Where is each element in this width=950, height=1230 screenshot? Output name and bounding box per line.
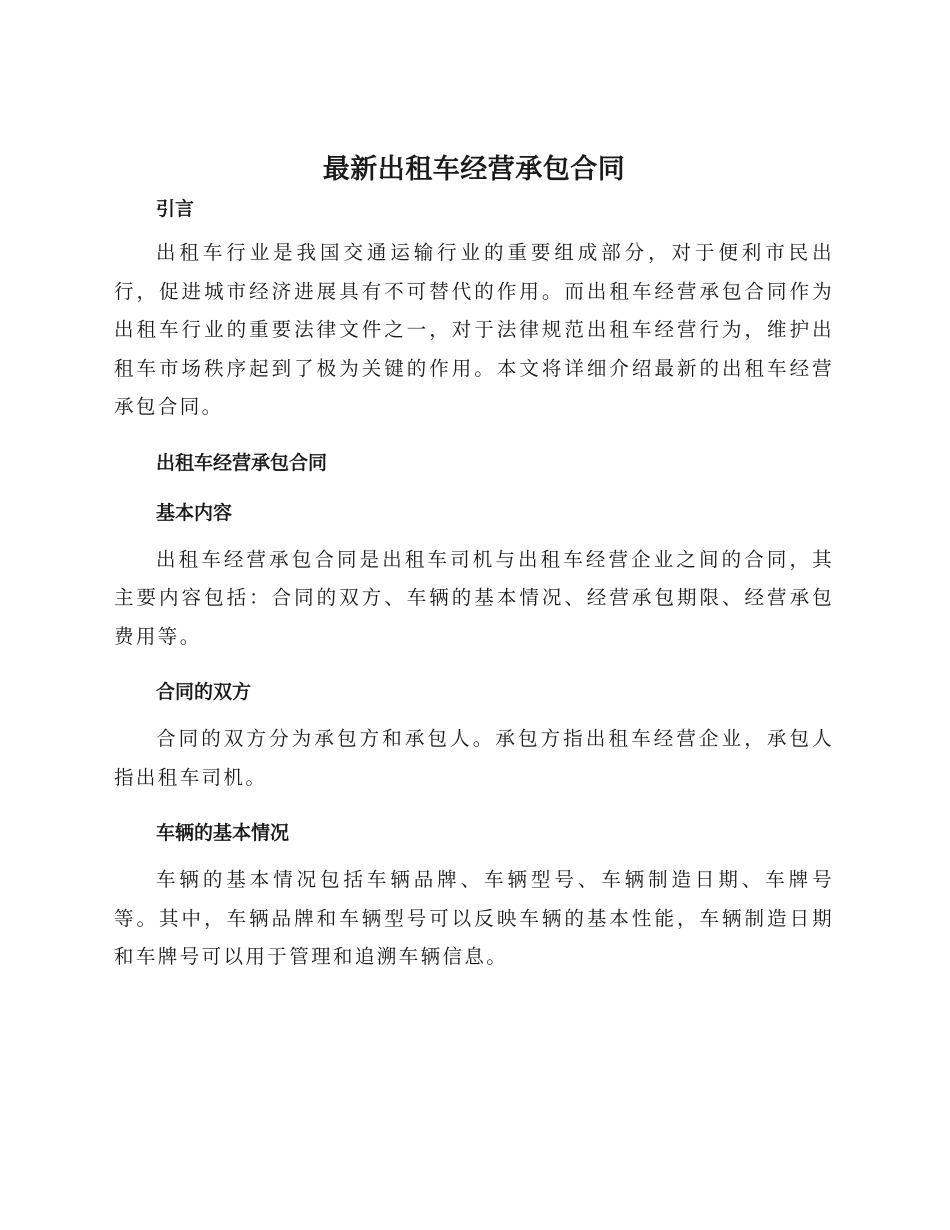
section-heading-intro: 引言 [156, 198, 195, 220]
section-heading-vehicle: 车辆的基本情况 [156, 822, 290, 844]
paragraph-intro: 出租车行业是我国交通运输行业的重要组成部分，对于便利市民出行，促进城市经济进展具有不可替代的作用。而出租车经营承包合同作为出租车行业的重要法律文件之一，对于法律规范出租车经营行为，维护出租车市场秩序起到了极为关键的作用。本文将详细介绍最新的出租车经营承包合同。 [114, 241, 834, 418]
paragraph-parties: 合同的双方分为承包方和承包人。承包方指出租车经营企业，承包人指出租车司机。 [114, 727, 834, 789]
section-heading-contract: 出租车经营承包合同 [156, 451, 328, 474]
document-title: 最新出租车经营承包合同 [322, 154, 626, 185]
paragraph-vehicle: 车辆的基本情况包括车辆品牌、车辆型号、车辆制造日期、车牌号等。其中，车辆品牌和车辆型号可以反映车辆的基本性能，车辆制造日期和车牌号可以用于管理和追溯车辆信息。 [114, 868, 834, 968]
section-heading-parties: 合同的双方 [156, 681, 252, 703]
section-heading-basic-content: 基本内容 [156, 501, 233, 524]
paragraph-basic-content: 出租车经营承包合同是出租车司机与出租车经营企业之间的合同，其主要内容包括：合同的双方、车辆的基本情况、经营承包期限、经营承包费用等。 [114, 547, 834, 648]
document-page [114, 148, 834, 977]
